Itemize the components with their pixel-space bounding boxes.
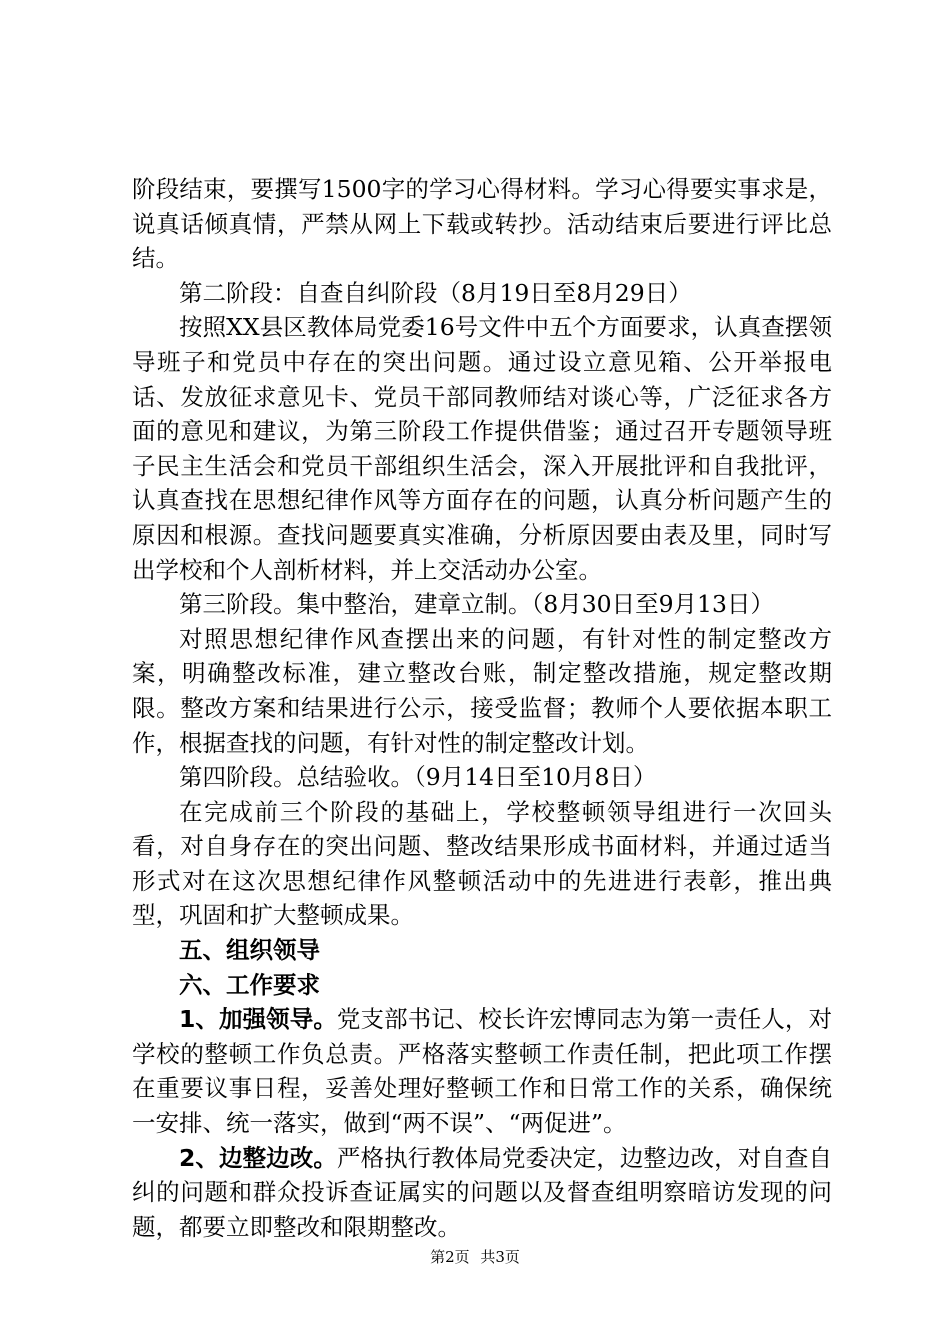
- section-heading-requirements: 六、工作要求: [179, 970, 320, 999]
- requirement-text: 严格执行教体局党委决定，边整边改，对自查自纠的问题和群众投诉查证属实的问题以及督查组明察暗访发现的问题，都要立即整改和限期整改。: [132, 1143, 832, 1241]
- paragraph-study-summary: 阶段结束，要撰写1500字的学习心得材料。学习心得要实事求是，说真话倾真情，严禁从网上下载或转抄。活动结束后要进行评比总结。: [132, 175, 832, 273]
- page-footer: [0, 1246, 950, 1267]
- paragraph-stage-four-title: 第四阶段。总结验收。（9月14日至10月8日）: [179, 763, 657, 792]
- page-number: 第2页: [430, 1248, 470, 1266]
- requirement-item-leadership: [132, 1002, 832, 1140]
- requirement-lead: 1、加强领导。: [179, 1005, 337, 1034]
- requirement-lead: 2、边整边改。: [179, 1143, 337, 1172]
- requirement-item-rectify: [132, 1141, 832, 1245]
- paragraph-stage-three-title: 第三阶段。集中整治，建章立制。（8月30日至9月13日）: [179, 590, 774, 619]
- section-heading-organization: 五、组织领导: [179, 936, 320, 965]
- paragraph-stage-three-body: 对照思想纪律作风查摆出来的问题，有针对性的制定整改方案，明确整改标准，建立整改台账，制定整改措施，规定整改期限。整改方案和结果进行公示，接受监督；教师个人要依据本职工作，根据查找的问题，有针对性的制定整改计划。: [132, 624, 832, 757]
- requirement-text: 党支部书记、校长许宏博同志为第一责任人，对学校的整顿工作负总责。严格落实整顿工作责任制，把此项工作摆在重要议事日程，妥善处理好整顿工作和日常工作的关系，确保统一安排、统一落实，做到“两不误”、“两促进”。: [132, 1005, 832, 1138]
- document-body: [132, 172, 832, 1244]
- page-total: 共3页: [480, 1248, 520, 1266]
- paragraph-stage-four-body: 在完成前三个阶段的基础上，学校整顿领导组进行一次回头看，对自身存在的突出问题、整改结果形成书面材料，并通过适当形式对在这次思想纪律作风整顿活动中的先进进行表彰，推出典型，巩固和扩大整顿成果。: [132, 797, 832, 930]
- paragraph-stage-two-title: 第二阶段：自查自纠阶段（8月19日至8月29日）: [179, 278, 692, 307]
- paragraph-stage-two-body: 按照XX县区教体局党委16号文件中五个方面要求，认真查摆领导班子和党员中存在的突出问题。通过设立意见箱、公开举报电话、发放征求意见卡、党员干部同教师结对谈心等，广泛征求各方面的意见和建议，为第三阶段工作提供借鉴；通过召开专题领导班子民主生活会和党员干部组织生活会，深入开展批评和自我批评，认真查找在思想纪律作风等方面存在的问题，认真分析问题产生的原因和根源。查找问题要真实准确，分析原因要由表及里，同时写出学校和个人剖析材料，并上交活动办公室。: [132, 313, 832, 584]
